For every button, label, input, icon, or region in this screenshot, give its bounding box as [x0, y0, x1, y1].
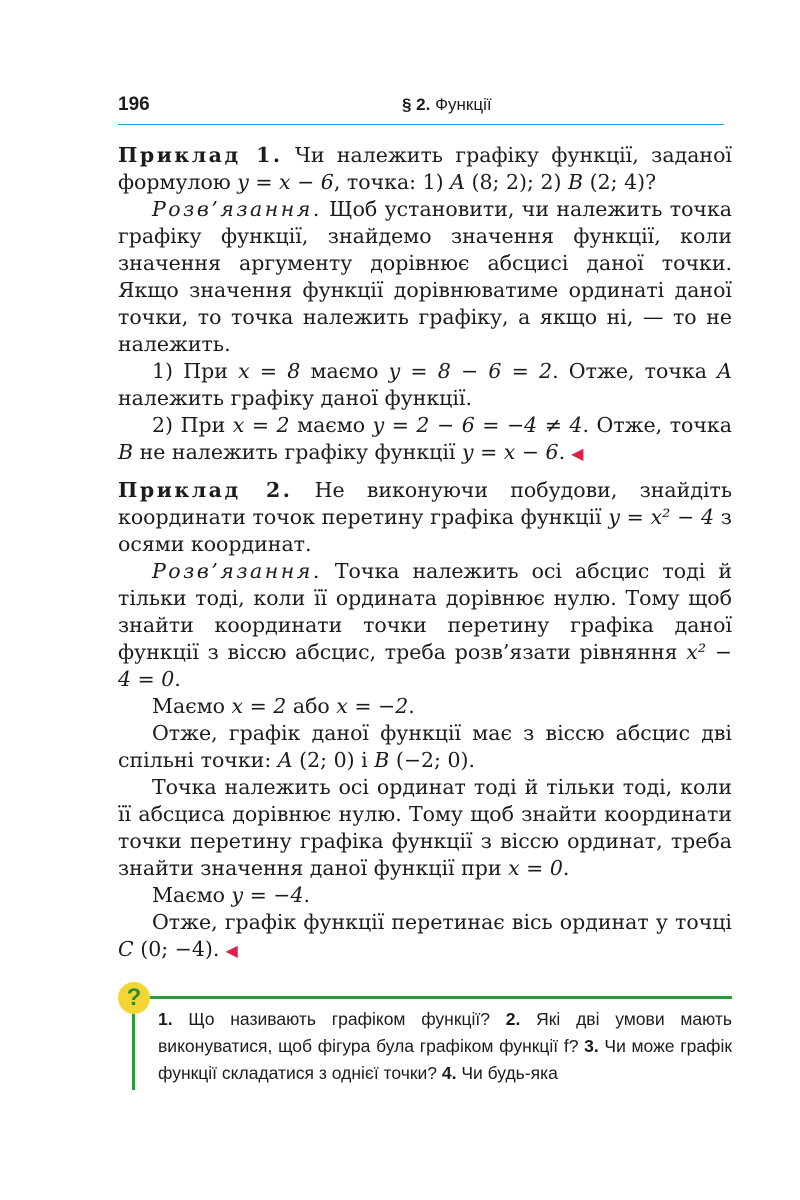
- ordinate-text: Точка належить осі ординат тоді й тільки тоді, коли її абсциса дорівнює нулю. Тому щоб знайти координати точки перетину графіка функції з віссю ординат, треба знайти значення даної функції при: [118, 775, 732, 880]
- case-point: A: [717, 359, 732, 383]
- example1-text: Чи належить графіку функції, заданої формулою: [118, 143, 732, 194]
- conclusion-point: C: [118, 937, 134, 961]
- case-formula: y = x − 6: [461, 440, 559, 464]
- example1-formula: y = x − 6: [237, 170, 334, 194]
- conclusion-coords: (2; 0): [299, 748, 355, 772]
- conclusion-text: .: [468, 748, 476, 772]
- example2-formula: y = x² − 4: [608, 505, 715, 529]
- question-text: Чи може графік функції складатися з однієї точки?: [158, 1036, 732, 1083]
- example2-text: Не виконуючи побудови, знайдіть координати точок перетину графіка функції: [118, 478, 733, 529]
- conclusion-text: Отже, графік даної функції має з віссю абсцис дві спільні точки:: [118, 721, 732, 772]
- question-number: 4.: [441, 1063, 457, 1083]
- section-number: § 2.: [402, 95, 431, 114]
- case-text: належить графіку даної функції.: [118, 386, 472, 410]
- have-formula: x = −2: [336, 694, 409, 718]
- question-number: 2.: [505, 1009, 521, 1029]
- have-text: Маємо: [152, 883, 232, 907]
- example2-solution: [118, 558, 732, 693]
- conclusion-text: Отже, графік функції перетинає вісь ординат у точці: [152, 910, 732, 934]
- point-a-coords: (8; 2): [471, 170, 528, 194]
- case-formula: x = 2: [232, 413, 290, 437]
- conclusion-coords: (0; −4): [140, 937, 213, 961]
- have-text: .: [408, 694, 415, 718]
- conclusion-point: A: [277, 748, 293, 772]
- question-mark-icon: ?: [118, 982, 150, 1014]
- example2-problem: [118, 477, 732, 558]
- question-text: Які дві умови мають виконуватися, щоб фігура була графіком функції f?: [158, 1009, 732, 1056]
- have-text: або: [286, 694, 337, 718]
- question-text: Чи будь-яка: [456, 1063, 558, 1083]
- example1-problem: [118, 142, 732, 196]
- example2-conclusion1: [118, 720, 732, 774]
- case-text: маємо: [289, 413, 373, 437]
- case-formula: x = 8: [238, 359, 301, 383]
- case-point: B: [118, 440, 134, 464]
- point-b-name: B: [568, 170, 584, 194]
- conclusion-coords: (−2; 0): [395, 748, 469, 772]
- case-text: 1) При: [152, 359, 239, 383]
- have-text: .: [303, 883, 311, 907]
- example2-label: Приклад 2.: [118, 478, 293, 502]
- solution-text: Щоб установити, чи належить точка графіку функції, знайдемо значення функції, коли значення аргументу дорівнює абсцисі даної точки. Якщо значення функції дорівнюватиме ординаті даної точки, то точка належить графіку, а якщо ні, — то не належить.: [118, 197, 732, 356]
- solution-label: Розв’язання.: [152, 559, 322, 583]
- have-text: Маємо: [152, 694, 232, 718]
- page-content: [118, 142, 732, 964]
- example1-label: Приклад 1.: [118, 143, 283, 167]
- question-number: 3.: [584, 1036, 599, 1056]
- conclusion-text: і: [354, 748, 375, 772]
- solution-label: Розв’язання.: [152, 197, 322, 221]
- page-number: 196: [118, 94, 150, 115]
- case-text: не належить графіку функції: [133, 440, 462, 464]
- have-formula: y = −4: [231, 883, 304, 907]
- example2-text: з осями координат.: [118, 505, 732, 556]
- case-text: . Отже, точка: [552, 359, 718, 383]
- end-marker-icon: ◀: [571, 444, 584, 463]
- section-title: Функції: [435, 95, 492, 114]
- ordinate-text: .: [562, 856, 570, 880]
- solution-text: .: [174, 667, 181, 691]
- question-number: 1.: [158, 1009, 173, 1029]
- example1-case1: [118, 358, 732, 412]
- solution-text: Точка належить осі абсцис тоді й тільки тоді, коли її ордината дорівнює нулю. Тому щоб знайти координати точки перетину графіка даної функції з віссю абсцис, треба розв’язати рівняння: [118, 559, 732, 664]
- question-text: Що називають графіком функції?: [172, 1009, 506, 1029]
- example1-text: , точка: 1): [333, 170, 451, 194]
- example2-have2: [118, 882, 732, 909]
- section-heading: [402, 95, 492, 115]
- case-formula: y = 2 − 6 = −4 ≠ 4: [372, 413, 583, 437]
- questions-text: [158, 1006, 732, 1087]
- example1-text: ?: [645, 170, 657, 194]
- case-formula: y = 8 − 6 = 2: [388, 359, 553, 383]
- example1-text: ; 2): [527, 170, 568, 194]
- point-a-name: A: [450, 170, 465, 194]
- example1-case2: [118, 412, 732, 467]
- case-text: .: [558, 440, 566, 464]
- example2-ordinate: [118, 774, 732, 882]
- case-text: 2) При: [152, 413, 233, 437]
- solution-equation: x² − 4 = 0: [118, 640, 732, 691]
- conclusion-text: .: [212, 937, 220, 961]
- case-text: . Отже, точка: [582, 413, 732, 437]
- case-text: маємо: [300, 359, 389, 383]
- end-marker-icon: ◀: [225, 941, 238, 960]
- questions-rule-horizontal: [132, 996, 732, 999]
- example2-conclusion2: [118, 909, 732, 964]
- example1-solution: [118, 196, 732, 358]
- point-b-coords: (2; 4): [589, 170, 646, 194]
- have-formula: x = 2: [231, 694, 287, 718]
- conclusion-point: B: [374, 748, 390, 772]
- example2-have1: [118, 693, 732, 720]
- questions-box: [118, 982, 732, 1083]
- page-header: [118, 92, 724, 125]
- ordinate-formula: x = 0: [508, 856, 563, 880]
